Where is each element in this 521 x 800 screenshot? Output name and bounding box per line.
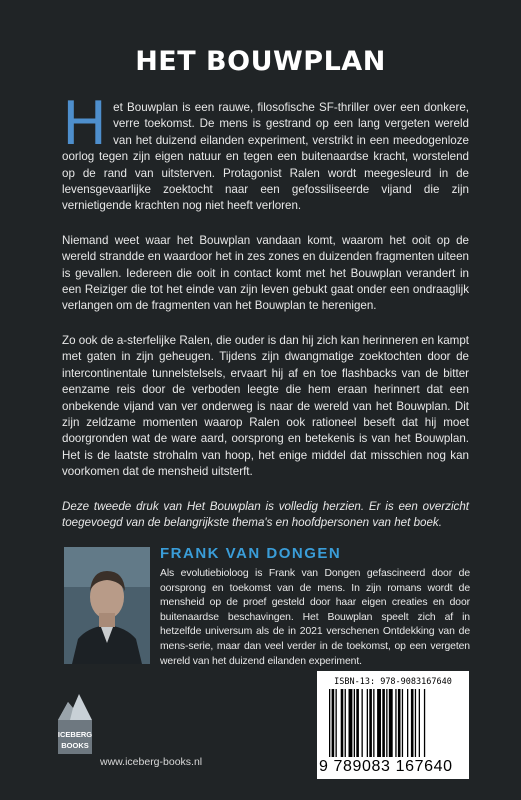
edition-note: Deze tweede druk van Het Bouwplan is volledig herzien. Er is een overzicht toegevoegd van de belangrijkste thema's en hoofdpersonen van het boek. <box>62 499 469 529</box>
isbn-label: ISBN-13: 978-9083167640 <box>334 677 452 687</box>
barcode <box>317 671 469 779</box>
blurb-paragraph-2: Niemand weet waar het Bouwplan vandaan komt, waarom het ooit op de wereld strandde en waardoor het in zes zones en duizenden fragmenten uiteen is gevallen. Iedereen die ooit in contact komt met het Bouwplan verandert in een Reiziger die tot het einde van zijn leven gebukt gaat onder een ondraaglijk verlangen om de fragmenten van het Bouwplan te herenigen. <box>62 233 469 313</box>
blurb-paragraph-1 <box>62 89 469 215</box>
author-photo <box>64 547 150 664</box>
logo-text-books: BOOKS <box>61 741 89 750</box>
iceberg-books-logo <box>56 680 94 775</box>
author-bio: Als evolutiebioloog is Frank van Dongen gefascineerd door de oorsprong en toekomst van de mens. In zijn romans wordt de mensheid op de proef gesteld door haar eigen creaties en door buitenaardse beschavingen. Het Bouwplan speelt zich af in hetzelfde universum als de in 2021 verschenen Ontdekking van de mens-serie, maar dan veel verder in de toekomst, op een vergeten wereld van het duizend eilanden experiment. <box>160 568 470 667</box>
blurb <box>62 89 469 549</box>
blurb-paragraph-1-text: et Bouwplan is een rauwe, filosofische SF-thriller over een donkere, verre toekomst. De mens is gestrand op een lang vergeten wereld van het duizend eilanden experiment, verstrikt in een meedogenloze oorlog tegen zijn eigen natuur en tegen een buitenaardse kracht, worstelend op de rand van uitsterven. Protagonist Ralen wordt meegesleurd in de levensgevaarlijke zoektocht naar een gefossiliseerde vijand die zijn vernietigende krachten nog niet heeft verloren. <box>62 101 469 213</box>
author-name: FRANK VAN DONGEN <box>160 545 342 562</box>
publisher-website: www.iceberg-books.nl <box>100 756 203 768</box>
book-title: HET BOUWPLAN <box>135 46 386 77</box>
barcode-digits: 9 789083 167640 <box>319 758 453 775</box>
blurb-paragraph-3: Zo ook de a-sterfelijke Ralen, die ouder is dan hij zich kan herinneren en kampt met gaten in zijn geheugen. Tijdens zijn dwangmatige zoektochten door de intercontinentale tunnelstelsels, ervaart hij af en toe flashbacks van de bitter eenzame reis door de verboden leegte die hem eraan herinnert dat een onbekende vijand van ver onderweg is naar de wereld van het Bouwplan. Dit zijn zeldzame momenten waarop Ralen ook rationeel beseft dat hij moet doorgronden wat de ware aard, oorsprong en betekenis is van het Bouwplan. Het is de laatste strohalm van hoop, het enige middel dat misschien nog kan voorkomen dat de mensheid uitsterft. <box>62 333 469 479</box>
barcode-bars-icon <box>329 689 457 757</box>
logo-text-iceberg: ICEBERG <box>57 730 93 739</box>
author-portrait-icon <box>64 547 150 664</box>
drop-cap: H <box>62 89 108 159</box>
